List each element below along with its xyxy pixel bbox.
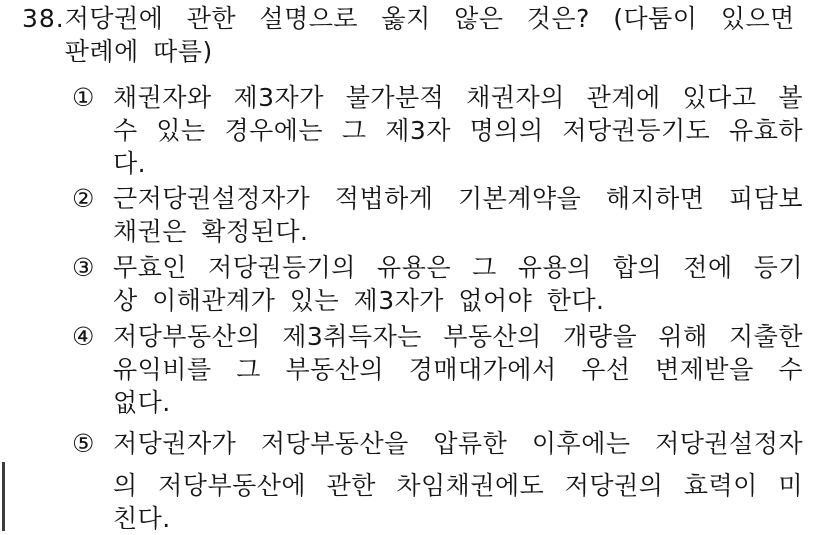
option-4-marker: ④ xyxy=(72,322,95,351)
option-line: 다. xyxy=(113,149,147,178)
option-2 xyxy=(72,182,804,248)
question-line: 판례에 따름) xyxy=(64,37,213,66)
option-line: 저당부동산의 제3취득자는 부동산의 개량을 위해 지출한 xyxy=(113,322,803,351)
option-line: 무효인 저당권등기의 유용은 그 유용의 합의 전에 등기 xyxy=(113,253,803,282)
option-line: 유익비를 그 부동산의 경매대가에서 우선 변제받을 수 xyxy=(113,355,803,384)
option-5-text xyxy=(113,427,803,535)
option-line: 없다. xyxy=(113,388,171,417)
option-3 xyxy=(72,251,804,317)
option-line: 근저당권설정자가 적법하게 기본계약을 해지하면 피담보 xyxy=(113,184,803,213)
option-line: 수 있는 경우에는 그 제3자 명의의 저당권등기도 유효하 xyxy=(113,116,803,145)
option-line: 채권자와 제3자가 불가분적 채권자의 관계에 있다고 볼 xyxy=(113,83,803,112)
option-4 xyxy=(72,320,804,419)
question-text xyxy=(65,2,795,68)
left-margin-rule xyxy=(2,462,5,531)
option-line: 채권은 확정된다. xyxy=(113,217,309,246)
exam-question-block xyxy=(22,2,804,535)
option-2-text xyxy=(113,182,803,248)
option-3-text xyxy=(113,251,803,317)
option-1-text xyxy=(113,81,803,180)
option-3-marker: ③ xyxy=(72,253,95,282)
options-list xyxy=(72,81,804,535)
option-5 xyxy=(72,427,804,535)
option-5-marker: ⑤ xyxy=(72,429,95,458)
option-line: 저당권자가 저당부동산을 압류한 이후에는 저당권설정자 xyxy=(113,429,803,458)
option-2-marker: ② xyxy=(72,184,95,213)
option-1 xyxy=(72,81,804,180)
question-number: 38. xyxy=(22,4,65,33)
question-header xyxy=(22,2,804,68)
option-1-marker: ① xyxy=(72,83,95,112)
option-line: 친다. xyxy=(113,504,171,533)
question-line: 저당권에 관한 설명으로 옳지 않은 것은? (다툼이 있으면 xyxy=(64,4,795,33)
option-4-text xyxy=(113,320,803,419)
option-line: 의 저당부동산에 관한 차임채권에도 저당권의 효력이 미 xyxy=(113,471,803,500)
option-line: 상 이해관계가 있는 제3자가 없어야 한다. xyxy=(113,286,605,315)
